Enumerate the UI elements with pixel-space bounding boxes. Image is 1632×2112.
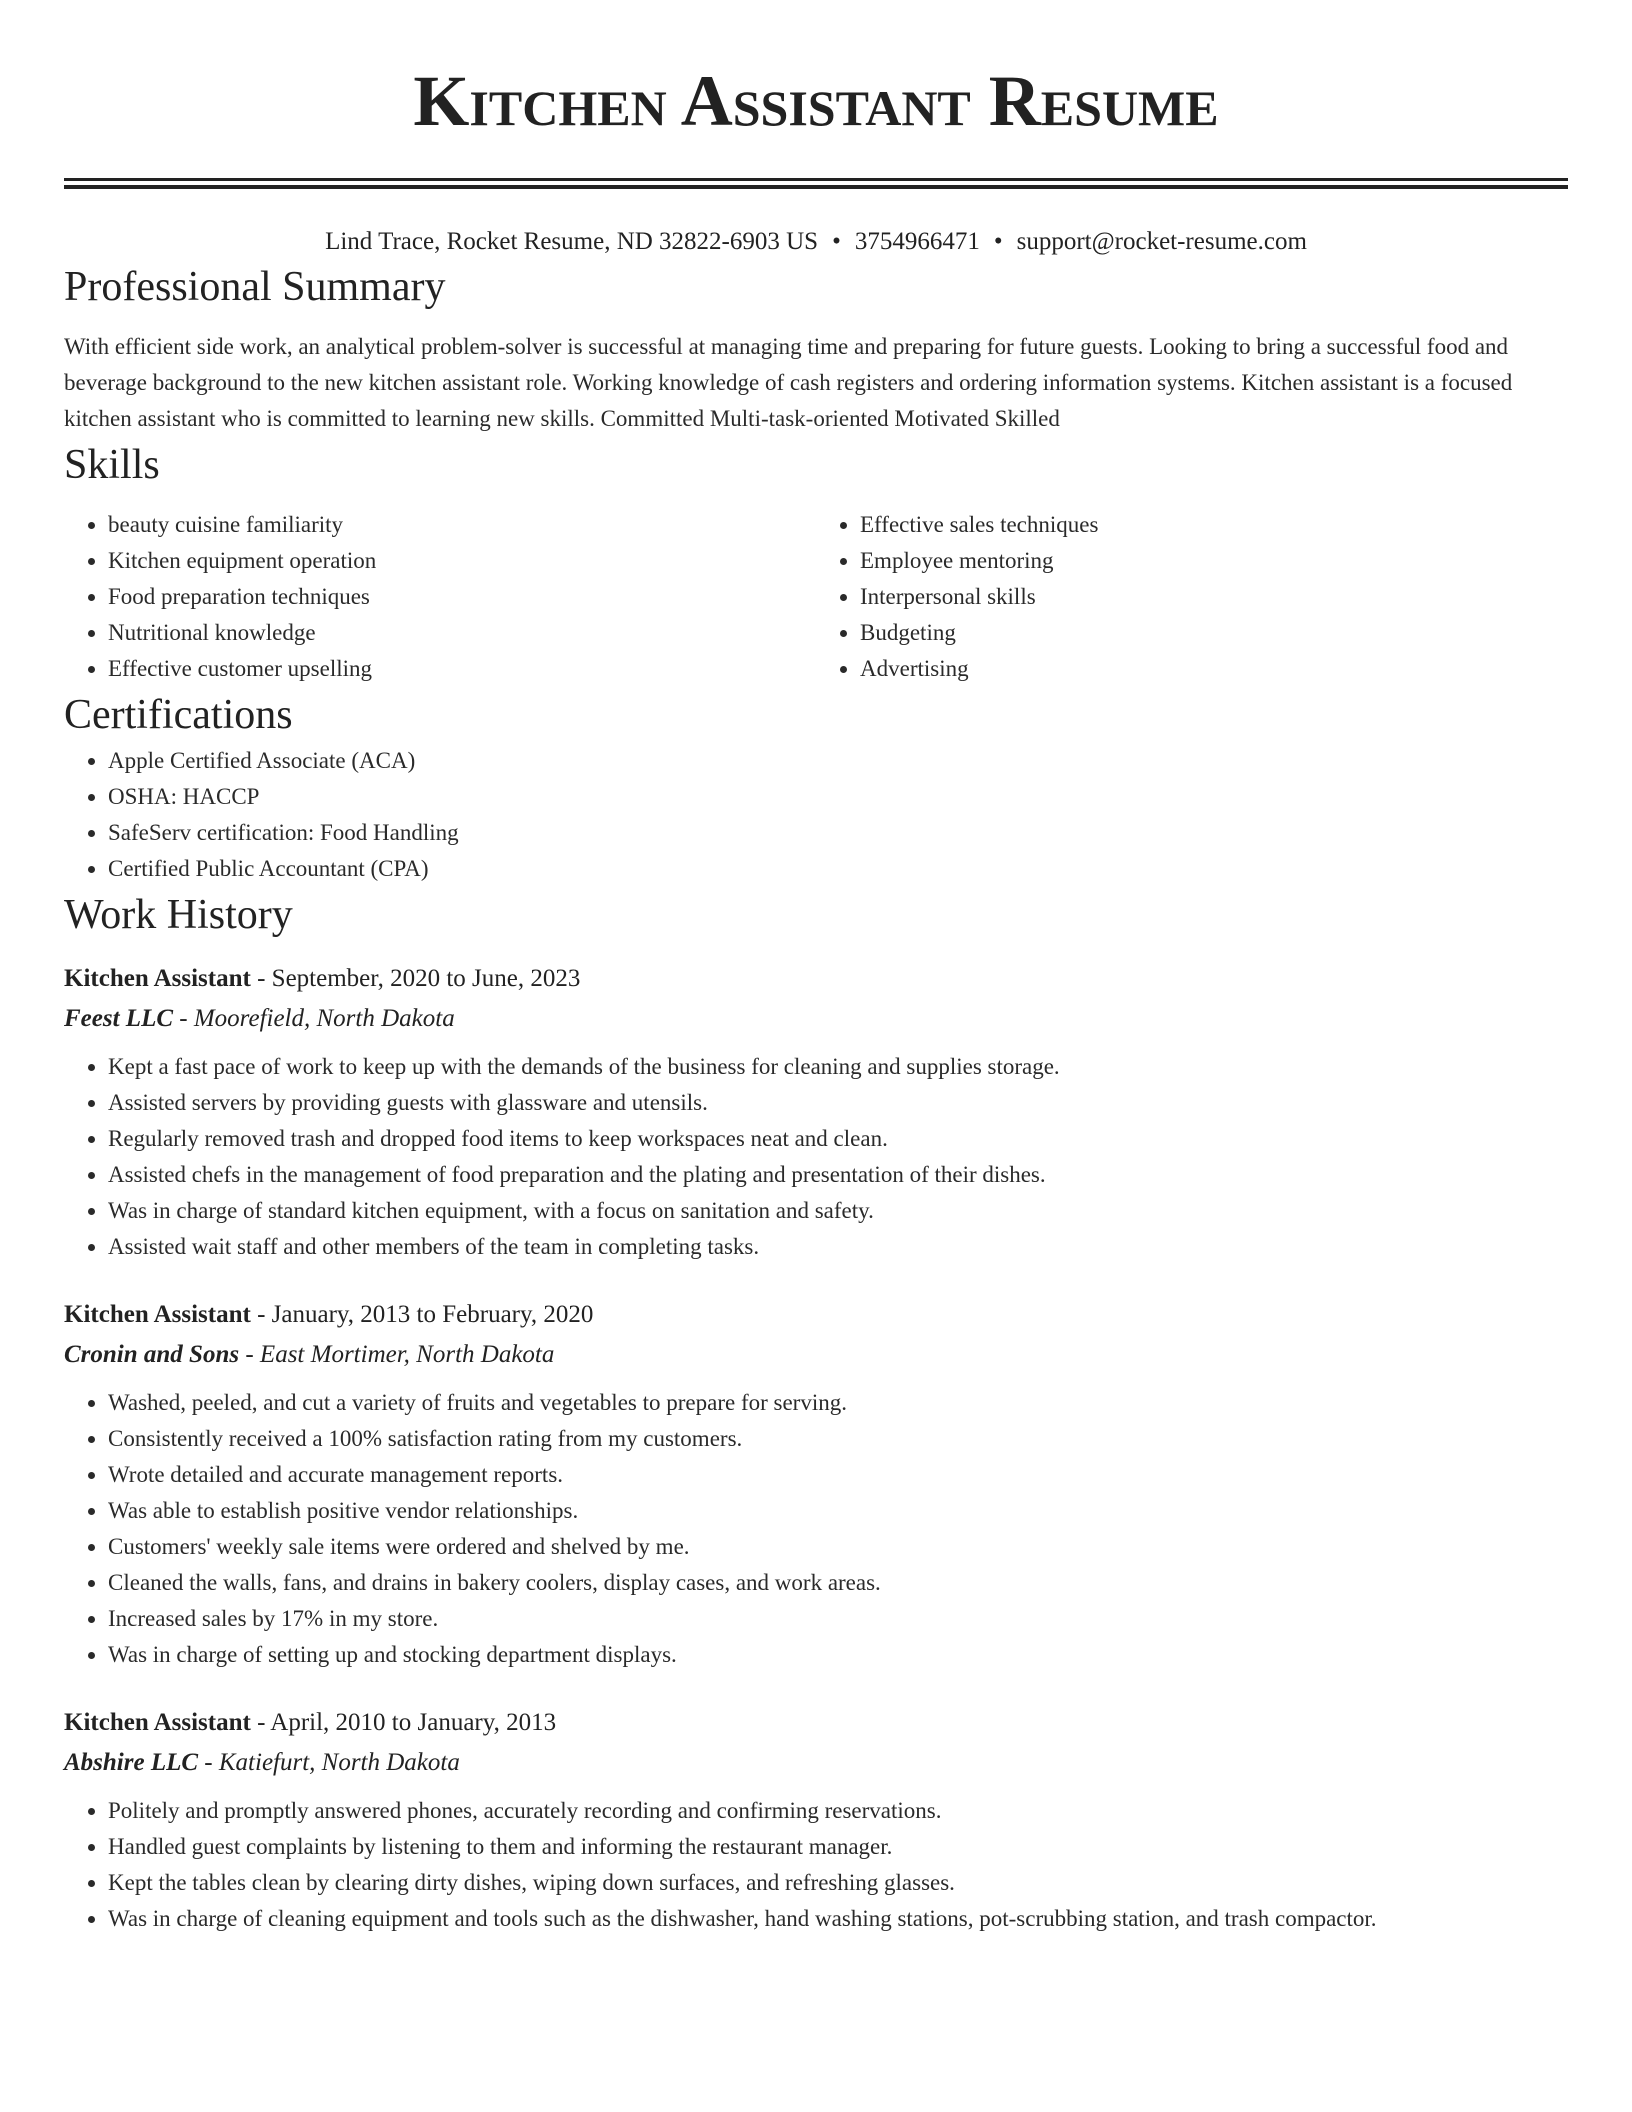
job-duties-list [64,1385,1568,1673]
job-duty: • Wrote detailed and accurate management reports. [108,1457,1568,1493]
skill-item: • Effective customer upselling [108,651,816,687]
job-duty: • Politely and promptly answered phones, accurately recording and confirming reservations. [108,1793,1568,1829]
skills-list-right [816,507,1568,687]
job-duty: • Washed, peeled, and cut a variety of fruits and vegetables to prepare for serving. [108,1385,1568,1421]
contact-phone: 3754966471 [854,228,980,255]
job-location: - East Mortimer, North Dakota [239,1341,555,1368]
job-company-line [64,1743,1568,1783]
job-company: Cronin and Sons [64,1341,240,1368]
skill-item: • Kitchen equipment operation [108,543,816,579]
job-duty: • Was in charge of standard kitchen equipment, with a focus on sanitation and safety. [108,1193,1568,1229]
job-duty: • Handled guest complaints by listening to them and informing the restaurant manager. [108,1829,1568,1865]
summary-heading: Professional Summary [64,264,446,310]
skill-item: • Budgeting [860,615,1568,651]
job-title: Kitchen Assistant [64,1709,251,1736]
resume-title: Kitchen Assistant Resume [413,61,1219,141]
job-dates: - April, 2010 to January, 2013 [250,1709,557,1736]
job-duty: • Customers' weekly sale items were ordered and shelved by me. [108,1529,1568,1565]
job-duties-list [64,1793,1568,1937]
job-duty: • Regularly removed trash and dropped food items to keep workspaces neat and clean. [108,1121,1568,1157]
work-history-heading: Work History [64,892,293,938]
job-duty: • Kept a fast pace of work to keep up with the demands of the business for cleaning and supplies storage. [108,1049,1568,1085]
job-title: Kitchen Assistant [64,965,251,992]
skill-item: • Interpersonal skills [860,579,1568,615]
certification-item: • Apple Certified Associate (ACA) [108,743,1568,779]
job-dates: - September, 2020 to June, 2023 [250,965,581,992]
job-duty: • Was able to establish positive vendor relationships. [108,1493,1568,1529]
job-duty: • Kept the tables clean by clearing dirty dishes, wiping down surfaces, and refreshing glasses. [108,1865,1568,1901]
skill-item: • beauty cuisine familiarity [108,507,816,543]
job-title-line [64,1295,1568,1335]
certification-item: • SafeServ certification: Food Handling [108,815,1568,851]
skill-item: • Advertising [860,651,1568,687]
skills-list-left [64,507,816,687]
title-divider [64,178,1568,189]
certifications-heading: Certifications [64,692,293,738]
job-location: - Katiefurt, North Dakota [198,1749,460,1776]
job-duty: • Cleaned the walls, fans, and drains in bakery coolers, display cases, and work areas. [108,1565,1568,1601]
job-entry [64,959,1568,1265]
job-duty: • Assisted servers by providing guests with glassware and utensils. [108,1085,1568,1121]
job-duty: • Increased sales by 17% in my store. [108,1601,1568,1637]
skills-columns [64,507,1568,687]
job-title-line [64,959,1568,999]
contact-separator: • [832,228,841,255]
skill-item: • Effective sales techniques [860,507,1568,543]
job-location: - Moorefield, North Dakota [173,1005,455,1032]
contact-email: support@rocket-resume.com [1016,228,1307,255]
job-duties-list [64,1049,1568,1265]
job-title-line [64,1703,1568,1743]
certification-item: • OSHA: HACCP [108,779,1568,815]
certification-item: • Certified Public Accountant (CPA) [108,851,1568,887]
job-entry [64,1703,1568,1937]
summary-text: With efficient side work, an analytical problem-solver is successful at managing time and preparing for future guests. Looking to bring a successful food and beverage background to the new kitchen assistant role. Working knowledge of cash registers and ordering information systems. Kitchen assistant is a focused kitchen assistant who is committed to learning new skills. Committed Multi-task-oriented Motivated Skilled [64,334,1513,431]
job-duty: • Assisted wait staff and other members of the team in completing tasks. [108,1229,1568,1265]
contact-address: Lind Trace, Rocket Resume, ND 32822-6903 US [325,228,819,255]
skills-heading: Skills [64,442,160,488]
job-duty: • Consistently received a 100% satisfaction rating from my customers. [108,1421,1568,1457]
job-duty: • Assisted chefs in the management of food preparation and the plating and presentation of their dishes. [108,1157,1568,1193]
job-entry [64,1295,1568,1673]
skill-item: • Nutritional knowledge [108,615,816,651]
skill-item: • Employee mentoring [860,543,1568,579]
job-company-line [64,999,1568,1039]
job-duty: • Was in charge of setting up and stocking department displays. [108,1637,1568,1673]
contact-separator: • [993,228,1003,255]
job-company-line [64,1335,1568,1375]
job-duty: • Was in charge of cleaning equipment and tools such as the dishwasher, hand washing stations, pot-scrubbing station, and trash compactor. [108,1901,1568,1937]
job-company: Feest LLC [64,1005,174,1032]
skill-item: • Food preparation techniques [108,579,816,615]
job-company: Abshire LLC [64,1749,199,1776]
job-title: Kitchen Assistant [64,1301,251,1328]
contact-line [64,225,1568,259]
job-dates: - January, 2013 to February, 2020 [250,1301,594,1328]
certifications-list [64,743,1568,887]
